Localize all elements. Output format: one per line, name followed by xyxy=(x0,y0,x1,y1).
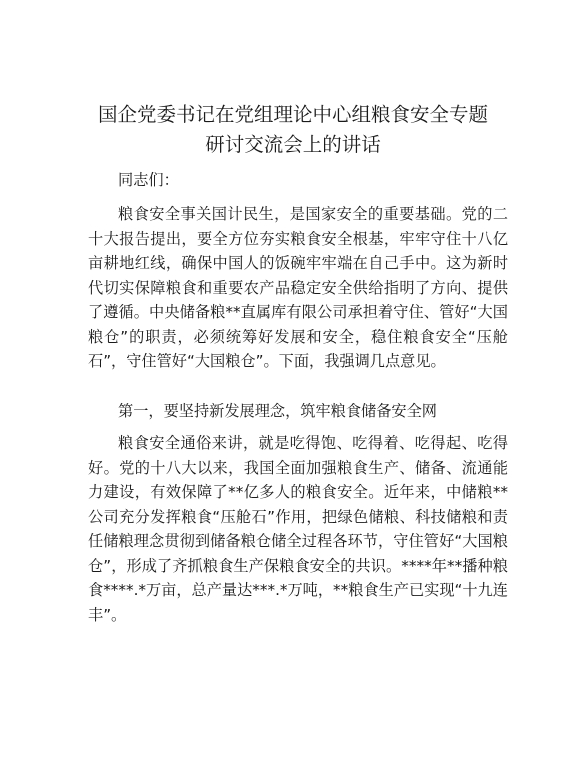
paragraph-1: 粮食安全事关国计民生，是国家安全的重要基础。党的二十大报告提出，要全方位夯实粮食安全根基，牢牢守住十八亿亩耕地红线，确保中国人的饭碗牢牢端在自己手中。这为新时代切实保障粮食和重要农产品稳定安全供给指明了方向、提供了遵循。中央储备粮**直属库有限公司承担着守住、管好“大国粮仓”的职责，必须统筹好发展和安全，稳住粮食安全“压舱石”，守住管好“大国粮仓”。下面，我强调几点意见。 xyxy=(88,205,508,370)
greeting: 同志们： xyxy=(118,171,179,189)
paragraph-2: 粮食安全通俗来讲，就是吃得饱、吃得着、吃得起、吃得好。党的十八大以来，我国全面加强粮食生产、储备、流通能力建设，有效保障了**亿多人的粮食安全。近年来，中储粮**公司充分发挥粮食“压舱石”作用，把绿色储粮、科技储粮和责任储粮理念贯彻到储备粮仓储全过程各环节，守住管好“大国粮仓”，形成了齐抓粮食生产保粮食安全的共识。****年**播种粮食****.*万亩，总产量达***.*万吨，**粮食生产已实现“十九连丰”。 xyxy=(88,434,508,624)
document-title-line-1: 国企党委书记在党组理论中心组粮食安全专题 xyxy=(97,103,488,126)
document-title-line-2: 研讨交流会上的讲话 xyxy=(205,133,381,156)
section-heading-1: 第一，要坚持新发展理念，筑牢粮食储备安全网 xyxy=(118,402,437,420)
